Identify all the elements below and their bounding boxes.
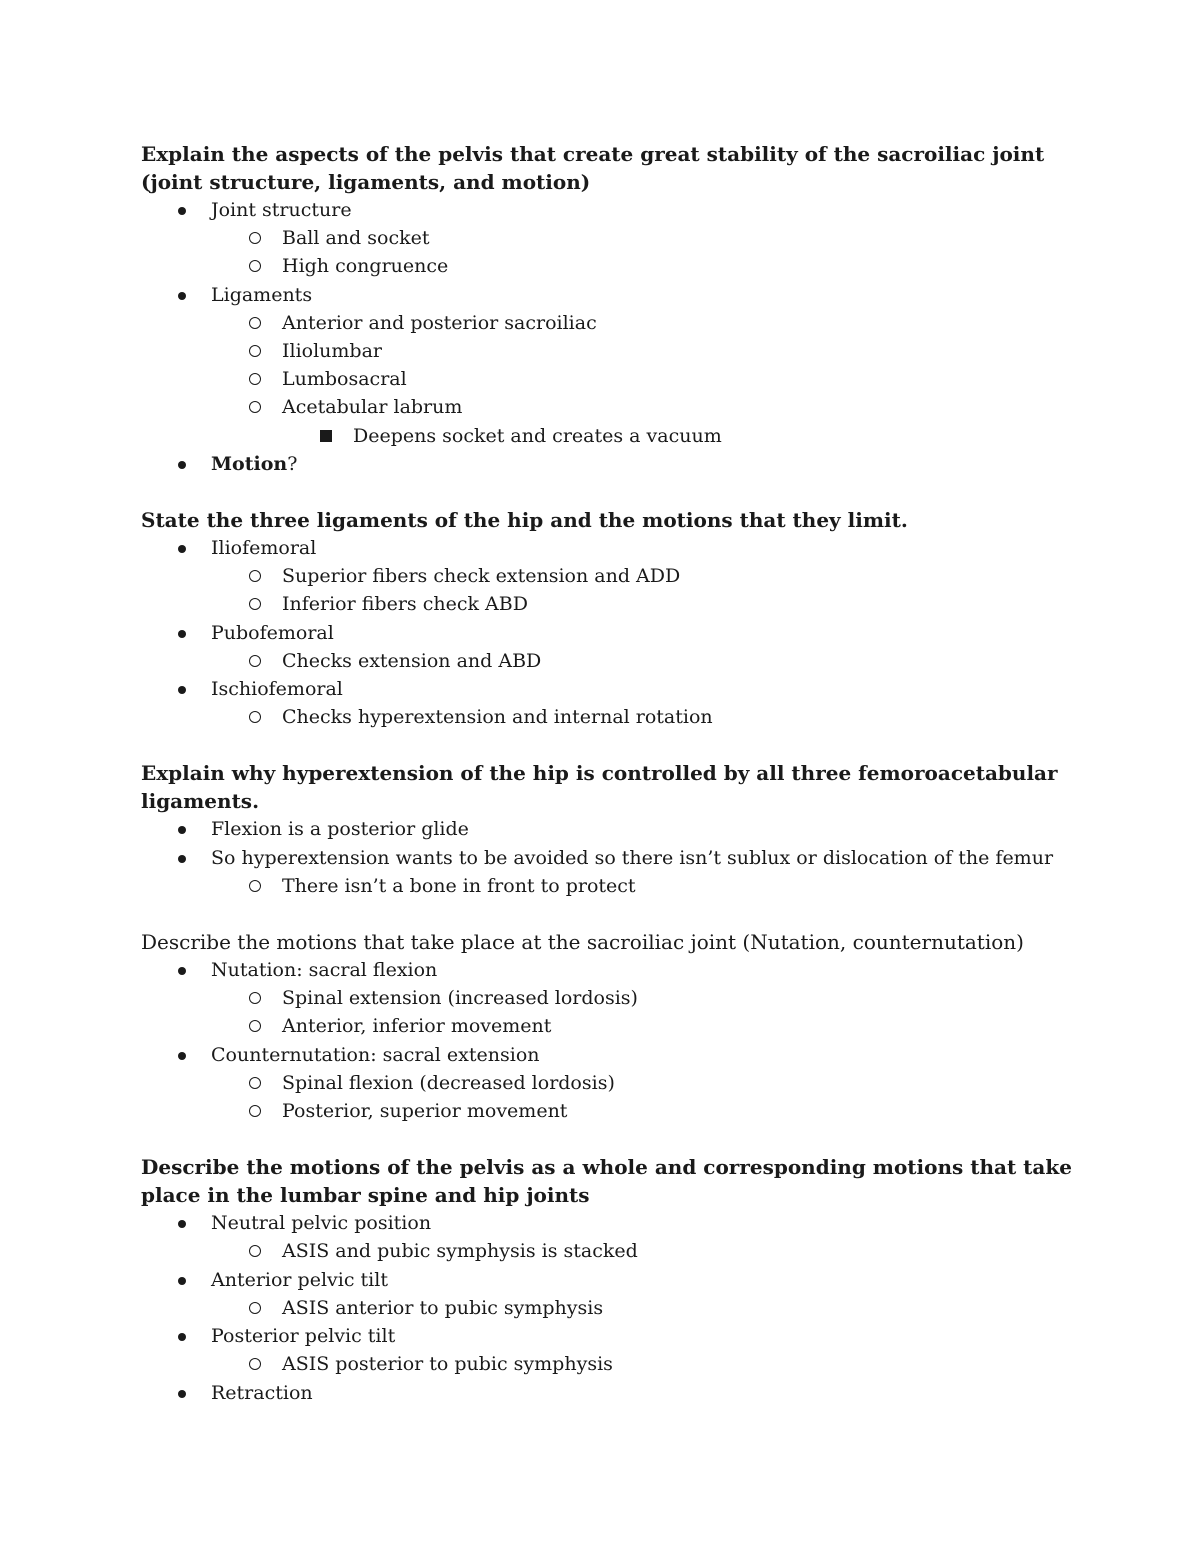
filled-circle-bullet-icon	[178, 207, 186, 215]
section-hip-ligaments	[141, 506, 1081, 731]
answer-list	[141, 956, 1081, 1125]
list-item: Anterior and posterior sacroiliac	[141, 309, 1081, 337]
hollow-circle-bullet-icon	[249, 1358, 261, 1370]
list-item: ASIS posterior to pubic symphysis	[141, 1350, 1081, 1378]
document-page	[141, 140, 1081, 1435]
hollow-circle-bullet-icon	[249, 1302, 261, 1314]
hollow-circle-bullet-icon	[249, 992, 261, 1004]
hollow-circle-bullet-icon	[249, 1020, 261, 1032]
section-sacroiliac-stability	[141, 140, 1081, 478]
section-sacroiliac-motions	[141, 928, 1081, 1125]
hollow-circle-bullet-icon	[249, 711, 261, 723]
hollow-circle-bullet-icon	[249, 345, 261, 357]
filled-circle-bullet-icon	[178, 1277, 186, 1285]
question-heading: Explain the aspects of the pelvis that create great stability of the sacroiliac joint (joint structure, ligaments, and motion)	[141, 142, 1045, 194]
list-item: Posterior pelvic tilt	[141, 1322, 1081, 1350]
hollow-circle-bullet-icon	[249, 880, 261, 892]
list-item: Pubofemoral	[141, 619, 1081, 647]
hollow-circle-bullet-icon	[249, 655, 261, 667]
hollow-circle-bullet-icon	[249, 1077, 261, 1089]
list-item: Superior fibers check extension and ADD	[141, 562, 1081, 590]
list-item: Nutation: sacral flexion	[141, 956, 1081, 984]
list-item: There isn’t a bone in front to protect	[141, 872, 1081, 900]
list-item: Counternutation: sacral extension	[141, 1041, 1081, 1069]
list-item: Deepens socket and creates a vacuum	[141, 422, 1081, 450]
list-item: Neutral pelvic position	[141, 1209, 1081, 1237]
filled-square-bullet-icon	[320, 430, 332, 442]
hollow-circle-bullet-icon	[249, 373, 261, 385]
list-item: Posterior, superior movement	[141, 1097, 1081, 1125]
list-item: Iliolumbar	[141, 337, 1081, 365]
filled-circle-bullet-icon	[178, 1390, 186, 1398]
question-heading: Describe the motions that take place at the sacroiliac joint (Nutation, counternutation)	[141, 930, 1024, 955]
list-item: Motion?	[141, 450, 1081, 478]
filled-circle-bullet-icon	[178, 967, 186, 975]
list-item: ASIS and pubic symphysis is stacked	[141, 1237, 1081, 1265]
hollow-circle-bullet-icon	[249, 1245, 261, 1257]
list-item: Inferior fibers check ABD	[141, 590, 1081, 618]
section-pelvis-motions	[141, 1153, 1081, 1406]
section-hyperextension	[141, 759, 1081, 900]
list-item: Ball and socket	[141, 224, 1081, 252]
filled-circle-bullet-icon	[178, 545, 186, 553]
list-item: ASIS anterior to pubic symphysis	[141, 1294, 1081, 1322]
question-heading: Describe the motions of the pelvis as a whole and corresponding motions that take place in the lumbar spine and hip joints	[141, 1155, 1072, 1208]
list-item: Spinal extension (increased lordosis)	[141, 984, 1081, 1012]
list-item: Joint structure	[141, 196, 1081, 224]
filled-circle-bullet-icon	[178, 826, 186, 834]
hollow-circle-bullet-icon	[249, 570, 261, 582]
filled-circle-bullet-icon	[178, 686, 186, 694]
hollow-circle-bullet-icon	[249, 317, 261, 329]
filled-circle-bullet-icon	[178, 630, 186, 638]
list-item: Flexion is a posterior glide	[141, 815, 1081, 843]
list-item: Acetabular labrum	[141, 393, 1081, 421]
list-item: Lumbosacral	[141, 365, 1081, 393]
list-item: Iliofemoral	[141, 534, 1081, 562]
filled-circle-bullet-icon	[178, 1333, 186, 1341]
list-item: Ischiofemoral	[141, 675, 1081, 703]
list-item: Spinal flexion (decreased lordosis)	[141, 1069, 1081, 1097]
filled-circle-bullet-icon	[178, 1220, 186, 1228]
answer-list	[141, 1209, 1081, 1406]
hollow-circle-bullet-icon	[249, 260, 261, 272]
answer-list	[141, 815, 1081, 900]
question-heading: State the three ligaments of the hip and the motions that they limit.	[141, 508, 908, 533]
list-item: Checks extension and ABD	[141, 647, 1081, 675]
list-item: Anterior pelvic tilt	[141, 1266, 1081, 1294]
hollow-circle-bullet-icon	[249, 401, 261, 413]
filled-circle-bullet-icon	[178, 292, 186, 300]
list-item: Checks hyperextension and internal rotation	[141, 703, 1081, 731]
list-item: High congruence	[141, 252, 1081, 280]
question-heading: Explain why hyperextension of the hip is controlled by all three femoroacetabular ligaments.	[141, 761, 1058, 814]
answer-list	[141, 196, 1081, 478]
filled-circle-bullet-icon	[178, 461, 186, 469]
list-item: Anterior, inferior movement	[141, 1012, 1081, 1040]
answer-list	[141, 534, 1081, 731]
hollow-circle-bullet-icon	[249, 232, 261, 244]
hollow-circle-bullet-icon	[249, 1105, 261, 1117]
filled-circle-bullet-icon	[178, 855, 186, 863]
list-item: Ligaments	[141, 281, 1081, 309]
filled-circle-bullet-icon	[178, 1052, 186, 1060]
list-item: Retraction	[141, 1379, 1081, 1407]
list-item: So hyperextension wants to be avoided so there isn’t sublux or dislocation of the femur	[141, 844, 1081, 872]
hollow-circle-bullet-icon	[249, 598, 261, 610]
